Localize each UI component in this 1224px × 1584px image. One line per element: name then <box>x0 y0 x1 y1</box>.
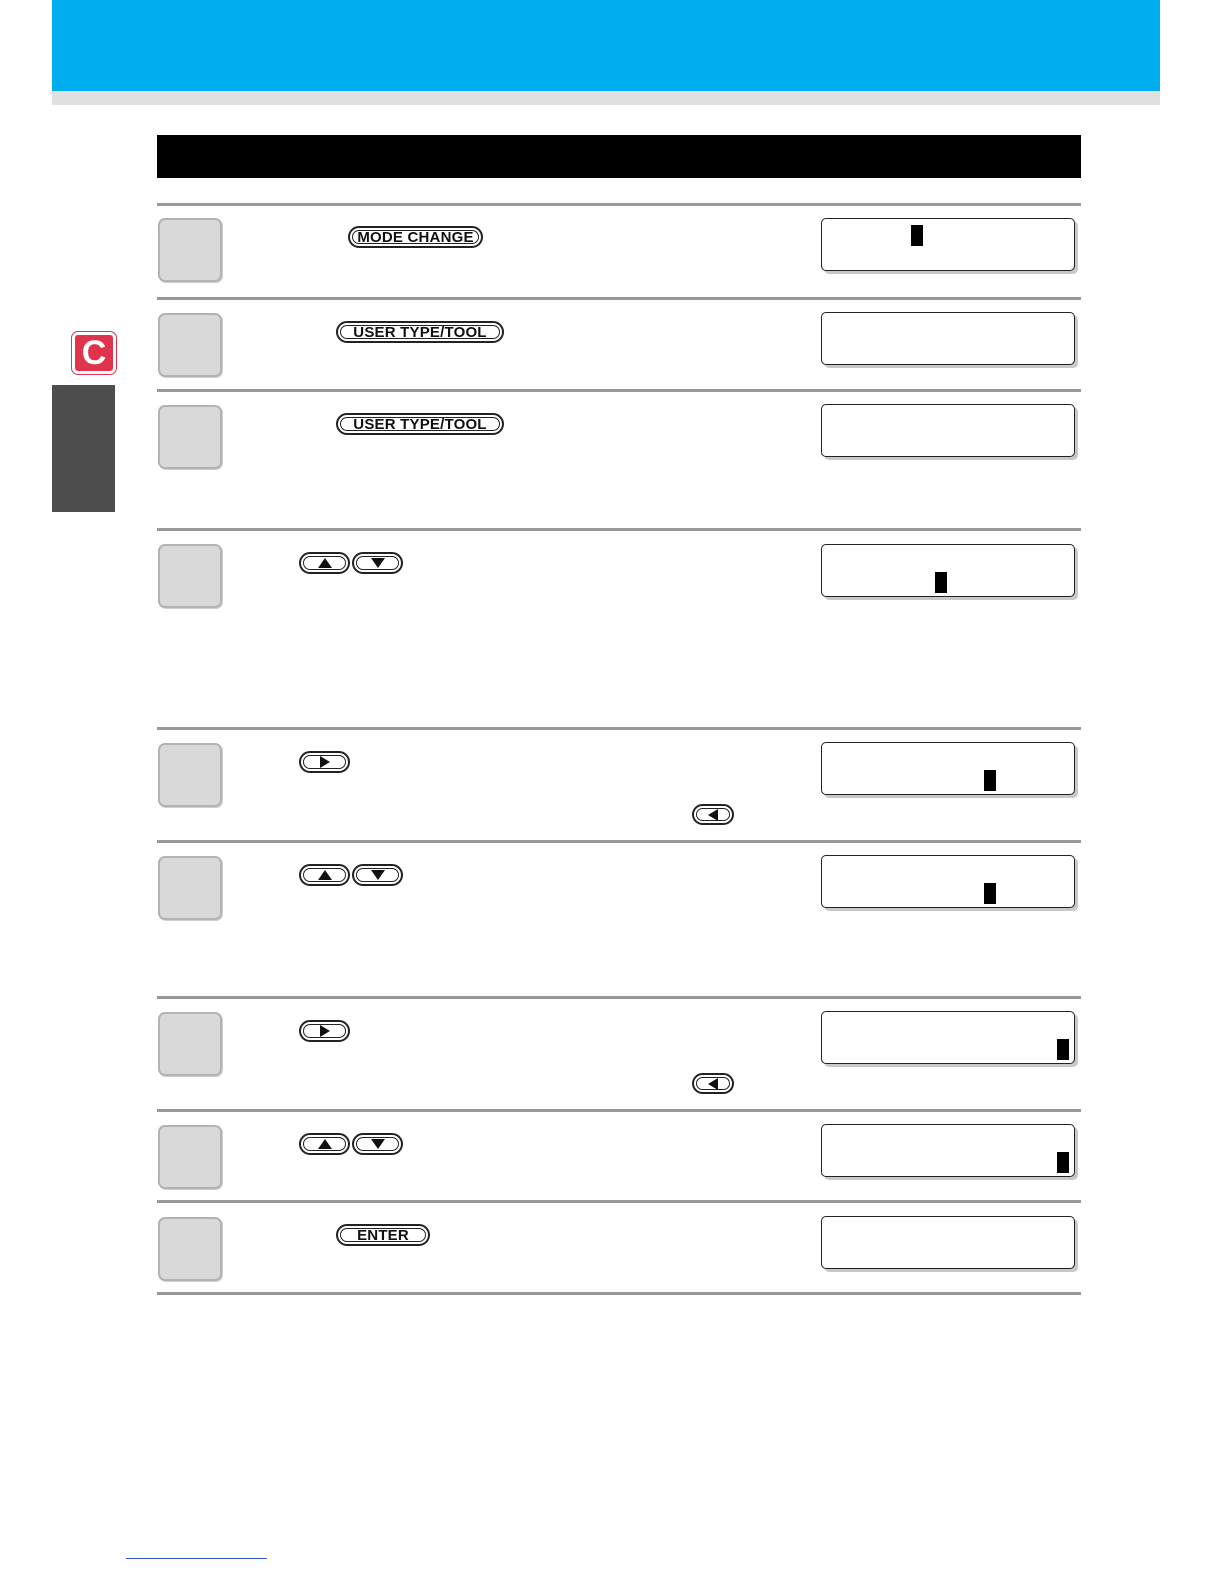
user-type-tool-key <box>336 413 504 435</box>
user-type-tool-key <box>336 321 504 343</box>
right-arrow-icon <box>320 1025 330 1037</box>
chapter-badge: C <box>72 332 116 374</box>
lcd-display <box>821 1124 1075 1177</box>
down-arrow-icon <box>371 870 385 880</box>
down-key <box>352 864 403 886</box>
step-divider <box>157 996 1081 999</box>
step-divider <box>157 1292 1081 1295</box>
up-arrow-icon <box>318 1139 332 1149</box>
user-type-tool-key-label: USER TYPE/TOOL <box>353 415 487 433</box>
lcd-display <box>821 742 1075 795</box>
section-title-bar <box>157 135 1081 178</box>
up-key <box>299 1133 350 1155</box>
lcd-cursor <box>984 770 996 791</box>
step-divider <box>157 840 1081 843</box>
up-arrow-icon <box>318 558 332 568</box>
step-number-box <box>158 313 222 377</box>
step-divider <box>157 389 1081 392</box>
left-key <box>692 1073 734 1094</box>
right-key <box>299 1020 350 1042</box>
step-number-box <box>158 218 222 282</box>
left-arrow-icon <box>708 1078 718 1090</box>
lcd-cursor <box>1057 1039 1069 1060</box>
header-subband <box>52 91 1160 105</box>
lcd-display <box>821 218 1075 271</box>
lcd-display <box>821 1216 1075 1269</box>
step-number-box <box>158 856 222 920</box>
step-divider <box>157 727 1081 730</box>
chapter-side-tab <box>52 385 115 512</box>
down-arrow-icon <box>371 558 385 568</box>
step-divider <box>157 1200 1081 1203</box>
lcd-cursor <box>911 225 923 246</box>
step-number-box <box>158 1012 222 1076</box>
lcd-display <box>821 544 1075 597</box>
lcd-display <box>821 855 1075 908</box>
down-key <box>352 1133 403 1155</box>
lcd-cursor <box>1057 1152 1069 1173</box>
up-key <box>299 552 350 574</box>
header-band <box>52 0 1160 91</box>
right-arrow-icon <box>320 756 330 768</box>
lcd-display <box>821 312 1075 365</box>
step-divider <box>157 297 1081 300</box>
right-key <box>299 751 350 773</box>
step-number-box <box>158 1125 222 1189</box>
enter-key <box>336 1224 430 1246</box>
user-type-tool-key-label: USER TYPE/TOOL <box>353 323 487 341</box>
lcd-cursor <box>984 883 996 904</box>
step-number-box <box>158 405 222 469</box>
step-divider <box>157 1109 1081 1112</box>
left-key <box>692 804 734 825</box>
enter-key-label: ENTER <box>357 1226 409 1244</box>
down-key <box>352 552 403 574</box>
step-number-box <box>158 544 222 608</box>
lcd-display <box>821 404 1075 457</box>
step-divider <box>157 528 1081 531</box>
up-key <box>299 864 350 886</box>
step-number-box <box>158 743 222 807</box>
lcd-cursor <box>935 572 947 593</box>
mode-change-key <box>348 226 483 248</box>
mode-change-key-label: MODE CHANGE <box>357 228 474 246</box>
step-divider <box>157 203 1081 206</box>
step-number-box <box>158 1217 222 1281</box>
left-arrow-icon <box>708 809 718 821</box>
up-arrow-icon <box>318 870 332 880</box>
down-arrow-icon <box>371 1139 385 1149</box>
lcd-display <box>821 1011 1075 1064</box>
footer-link-underline <box>126 1558 267 1559</box>
